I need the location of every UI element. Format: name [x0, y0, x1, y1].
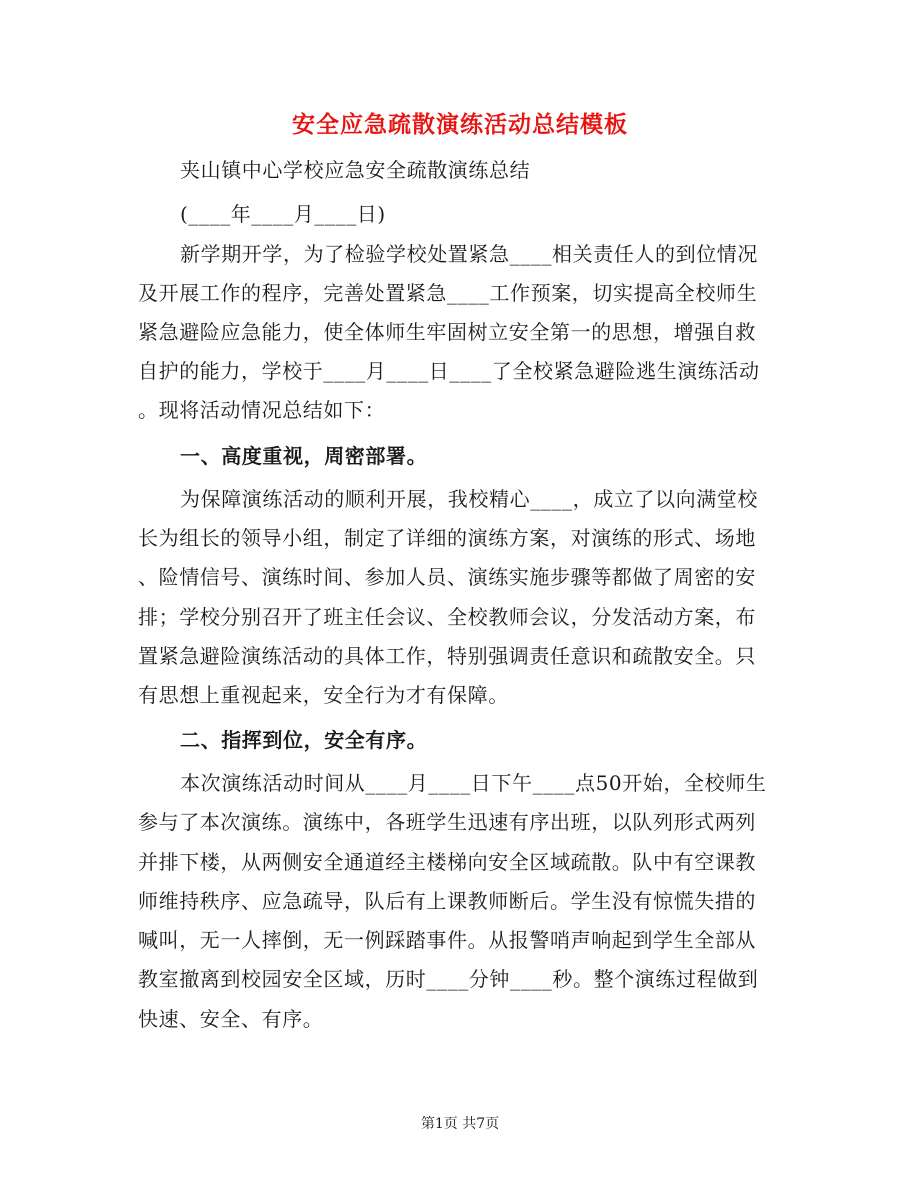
paragraph-line: 紧急避险应急能力，使全体师生牢固树立安全第一的思想，增强自救 — [138, 320, 756, 344]
paragraph-line: 、险情信号、演练时间、参加人员、演练实施步骤等都做了周密的安 — [138, 565, 756, 589]
paragraph-line: 。现将活动情况总结如下： — [138, 398, 386, 422]
document-title: 安全应急疏散演练活动总结模板 — [292, 111, 628, 138]
paragraph-line: 有思想上重视起来，安全行为才有保障。 — [138, 683, 509, 707]
paragraph-line: 教室撤离到校园安全区域，历时____分钟____秒。整个演练过程做到 — [138, 967, 759, 991]
paragraph-line: 置紧急避险演练活动的具体工作，特别强调责任意识和疏散安全。只 — [138, 644, 756, 668]
paragraph-line: 并排下楼，从两侧安全通道经主楼梯向安全区域疏散。队中有空课教 — [138, 850, 756, 874]
paragraph-line: 参与了本次演练。演练中，各班学生迅速有序出班，以队列形式两列 — [138, 810, 756, 834]
paragraph-line: 本次演练活动时间从____月____日下午____点50开始，全校师生 — [180, 771, 767, 795]
paragraph-line: 为保障演练活动的顺利开展，我校精心____，成立了以向满堂校 — [180, 487, 758, 511]
paragraph-line: 新学期开学，为了检验学校处置紧急____相关责任人的到位情况 — [180, 242, 758, 266]
section-heading: 一、高度重视，周密部署。 — [180, 444, 428, 468]
paragraph-line: 自护的能力，学校于____月____日____了全校紧急避险逃生演练活动 — [138, 359, 760, 383]
paragraph-line: 排；学校分别召开了班主任会议、全校教师会议，分发活动方案，布 — [138, 605, 756, 629]
section-heading: 二、指挥到位，安全有序。 — [180, 728, 428, 752]
paragraph-line: 长为组长的领导小组，制定了详细的演练方案，对演练的形式、场地 — [138, 526, 756, 550]
page-number-footer: 第1页 共7页 — [420, 1116, 500, 1132]
document-subtitle: 夹山镇中心学校应急安全疏散演练总结 — [180, 158, 531, 182]
paragraph-line: 及开展工作的程序，完善处置紧急____工作预案，切实提高全校师生 — [138, 281, 758, 305]
date-line: (____年____月____日) — [180, 202, 386, 226]
paragraph-line: 快速、安全、有序。 — [138, 1007, 324, 1031]
paragraph-line: 师维持秩序、应急疏导，队后有上课教师断后。学生没有惊慌失措的 — [138, 889, 756, 913]
paragraph-line: 喊叫，无一人摔倒，无一例踩踏事件。从报警哨声响起到学生全部从 — [138, 928, 756, 952]
